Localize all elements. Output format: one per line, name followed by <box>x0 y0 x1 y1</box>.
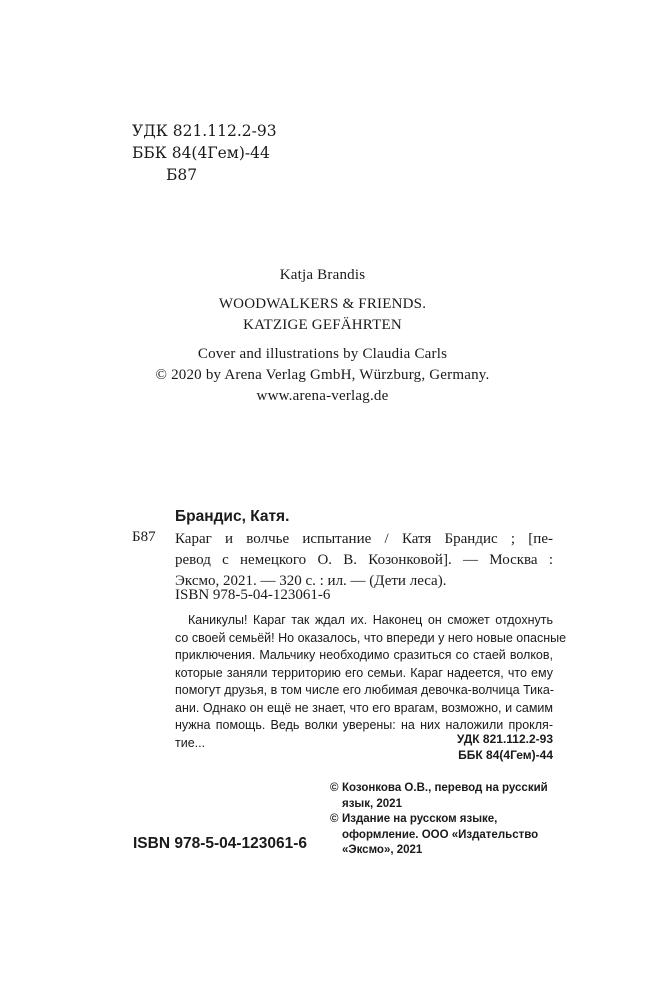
copyright-notices <box>330 781 560 859</box>
original-author: Katja Brandis <box>279 267 366 283</box>
annotation-line: тие... <box>175 735 206 750</box>
biblio-author-mark: Б87 <box>132 529 156 545</box>
copyright-line: язык, 2021 <box>342 797 402 810</box>
biblio-author: Брандис, Катя. <box>175 508 290 525</box>
copyright-symbol: © <box>330 813 339 825</box>
original-title-line-2: KATZIGE GEFÄHRTEN <box>243 317 402 333</box>
annotation-line: нужна помощь. Ведь волки уверены: на них наложили прокля- <box>175 718 553 732</box>
isbn-bottom: ISBN 978-5-04-123061-6 <box>133 835 308 852</box>
bbk-code-bottom: ББК 84(4Гем)-44 <box>458 748 553 762</box>
copyright-symbol: © <box>330 782 339 794</box>
biblio-desc-line: ревод с немецкого О. В. Козонковой]. — Москва : <box>175 552 553 568</box>
copyright-line: оформление. ООО «Издательство <box>342 828 539 841</box>
cover-credit: Cover and illustrations by Claudia Carls <box>197 346 448 362</box>
copyright-line: Издание на русском языке, <box>342 813 498 825</box>
copyright-edition <box>330 812 560 859</box>
original-edition-credits <box>0 265 645 407</box>
bbk-code: ББК 84(4Гем)-44 <box>132 144 270 162</box>
copyright-original: © 2020 by Arena Verlag GmbH, Würzburg, Germany. <box>155 367 490 383</box>
publisher-website: www.arena-verlag.de <box>256 388 389 404</box>
annotation-line: приключения. Мальчику необходимо сразиться со стаей волков, <box>175 648 553 662</box>
copyright-line: «Эксмо», 2021 <box>342 844 423 856</box>
biblio-desc-line: Караг и волчье испытание / Катя Брандис ; [пе- <box>175 531 553 547</box>
udk-code: УДК 821.112.2-93 <box>132 122 277 140</box>
copyright-translation <box>330 781 560 812</box>
udk-code-bottom: УДК 821.112.2-93 <box>456 732 553 746</box>
annotation-line: ани. Однако он ещё не знает, что его врагам, возможно, и самим <box>175 700 553 715</box>
bibliographic-record <box>175 506 553 592</box>
biblio-isbn: ISBN 978-5-04-123061-6 <box>175 587 331 603</box>
original-title-line-1: WOODWALKERS & FRIENDS. <box>218 296 427 312</box>
annotation-line: со своей семьёй! Но оказалось, что впереди у него новые опасные <box>175 630 567 645</box>
annotation-line: Каникулы! Караг так ждал их. Наконец он сможет отдохнуть <box>188 613 553 627</box>
author-mark: Б87 <box>166 166 198 184</box>
biblio-desc-line: Эксмо, 2021. — 320 с. : ил. — (Дети леса). <box>175 573 447 589</box>
classification-codes-bottom <box>457 731 553 763</box>
classification-codes <box>132 120 277 186</box>
annotation-line: которые заняли территорию его семьи. Караг надеется, что ему <box>175 665 553 680</box>
annotation-line: помогут друзья, в том числе его любимая девочка-волчица Тика- <box>175 683 555 697</box>
copyright-line: Козонкова О.В., перевод на русский <box>342 782 548 794</box>
